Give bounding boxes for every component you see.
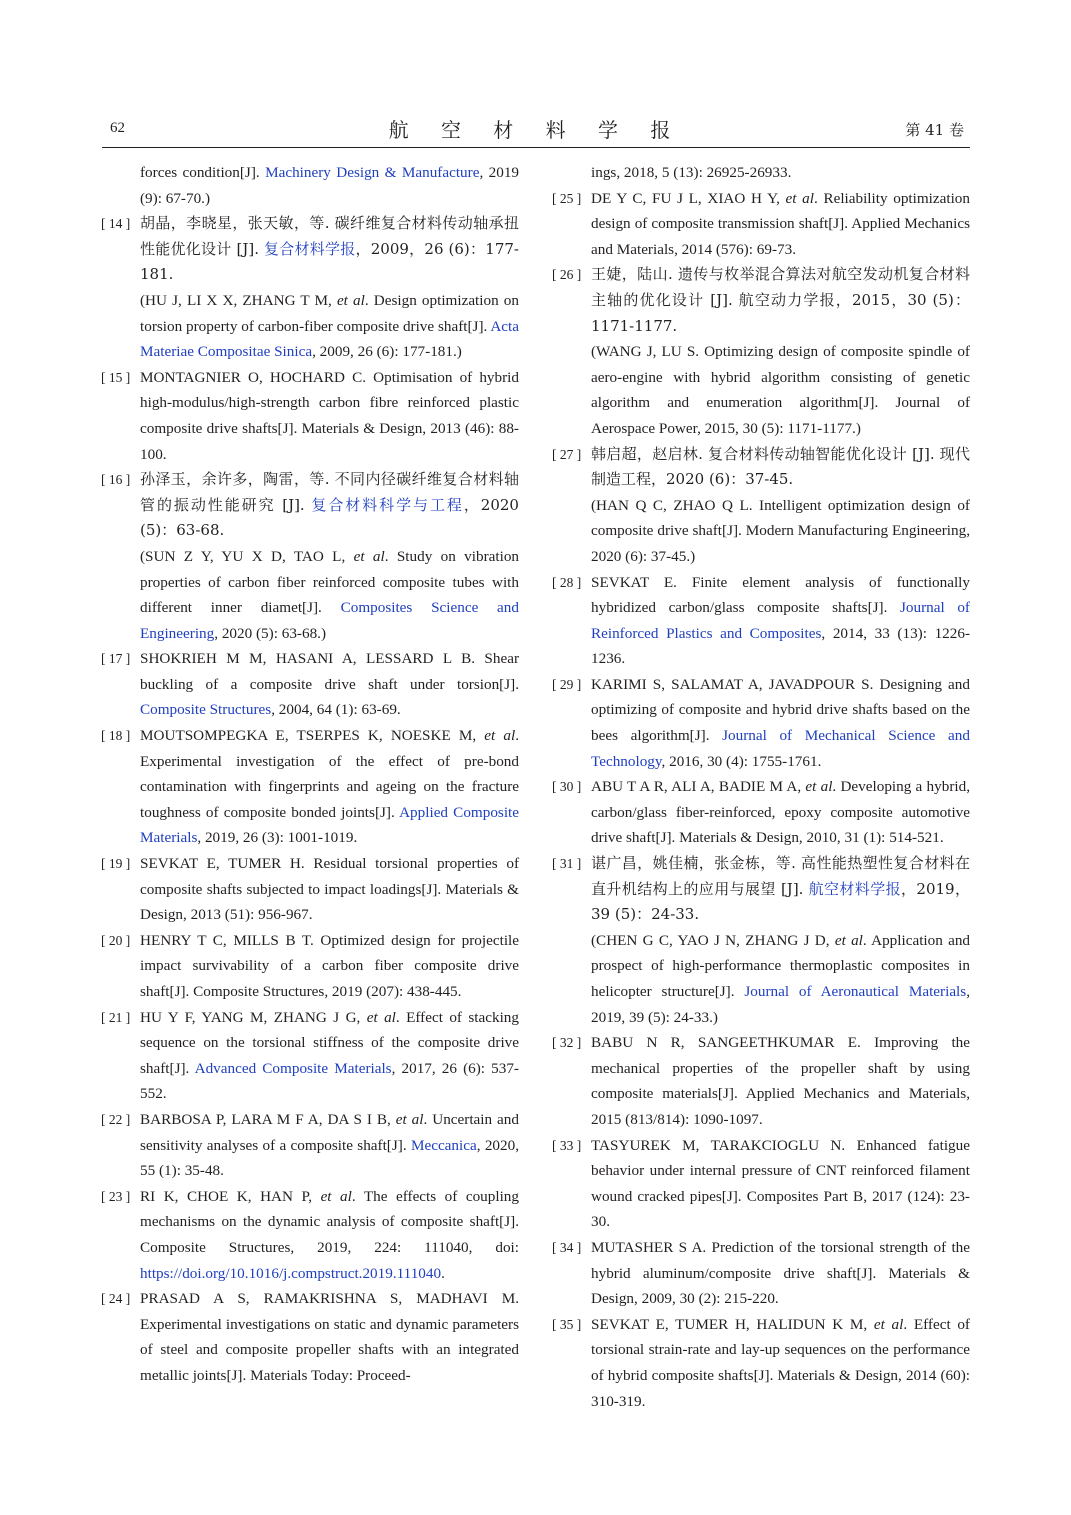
reference-entry-r30	[552, 774, 970, 851]
reference-text: ，2009，26 (6)：177-181.	[140, 239, 519, 284]
reference-text: KARIMI S, SALAMAT A, JAVADPOUR S. Designing and optimizing of composite and hybrid drive shafts based on the bees algorithm[J].	[591, 675, 970, 745]
et-al-italic: et al	[834, 931, 863, 949]
journal-link[interactable]: Machinery Design & Manufacture	[265, 164, 480, 181]
reference-text: , 2017, 26 (6): 537-552.	[140, 1059, 519, 1103]
reference-text: MONTAGNIER O, HOCHARD C. Optimisation of hybrid high-modulus/high-strength carbon fibre reinforced plastic composite drive shafts[J]. Materials & Design, 2013 (46): 88-100.	[140, 368, 519, 463]
volume-label: 第 41 卷	[905, 121, 964, 139]
reference-number: [ 24 ]	[101, 1291, 131, 1307]
reference-number: [ 31 ]	[552, 856, 582, 872]
reference-text: . Reliability optimization design of composite transmission shaft[J]. Applied Mechanics and Materials, 2014 (576): 69-73.	[591, 189, 970, 258]
reference-text: TASYUREK M, TARAKCIOGLU N. Enhanced fatigue behavior under internal pressure of CNT reinforced filament wound cracked pipes[J]. Composites Part B, 2017 (124): 23-30.	[591, 1136, 970, 1231]
journal-link[interactable]: 航空材料学报	[808, 879, 902, 898]
reference-text: . Study on vibration properties of carbon fiber reinforced composite tubes with different inner diamet[J].	[140, 547, 520, 617]
reference-entry-r24	[101, 1286, 519, 1388]
reference-entry-cont13	[101, 160, 519, 211]
reference-number: [ 25 ]	[552, 190, 582, 206]
reference-text: 胡晶，李晓星，张天敏，等. 碳纤维复合材料传动轴承扭性能优化设计 [J].	[140, 214, 519, 258]
reference-text: , 2019, 39 (5): 24-33.)	[591, 983, 970, 1026]
reference-text: 韩启超，赵启林. 复合材料传动轴智能优化设计 [J]. 现代制造工程，2020 (6)：37-45.	[591, 444, 970, 489]
header-rule	[102, 147, 970, 148]
reference-text: , 2020 (5): 63-68.)	[214, 624, 327, 642]
reference-text: (WANG J, LU S. Optimizing design of composite spindle of aero-engine with hybrid algorithm consisting of genetic algorithm and enumeration algorithm[J]. Journal of Aerospace Power, 2015, 30 (5): 1171-1177.)	[591, 343, 970, 437]
reference-chinese-text	[140, 470, 519, 539]
reference-text: , 2016, 30 (4): 1755-1761.	[661, 752, 822, 770]
reference-chinese-text	[591, 854, 970, 923]
reference-text: MOUTSOMPEGKA E, TSERPES K, NOESKE M,	[140, 727, 485, 745]
reference-entry-r22	[101, 1107, 519, 1184]
reference-number: [ 20 ]	[101, 932, 131, 948]
reference-text: , 2004, 64 (1): 63-69.	[271, 701, 401, 719]
reference-entry-r15	[101, 365, 519, 467]
reference-text: . Design optimization on torsion property of carbon-fiber composite drive shaft[J].	[140, 291, 519, 335]
references-right-column	[552, 160, 970, 1414]
et-al-italic: et al	[395, 1110, 424, 1128]
journal-link[interactable]: Advanced Composite Materials	[194, 1059, 392, 1077]
journal-link[interactable]: 复合材料科学与工程	[311, 495, 464, 514]
reference-text: . Effect of stacking sequence on the torsional stiffness of the composite drive shaft[J].	[140, 1008, 519, 1077]
reference-text: (SUN Z Y, YU X D, TAO L,	[140, 547, 354, 565]
reference-text: forces condition[J].	[140, 164, 266, 181]
reference-number: [ 33 ]	[552, 1137, 582, 1153]
reference-number: [ 22 ]	[101, 1111, 131, 1127]
page-number: 62	[110, 120, 125, 136]
reference-text: 王婕，陆山. 遗传与枚举混合算法对航空发动机复合材料主轴的优化设计 [J]. 航空动力学报，2015，30 (5)：1171-1177.	[591, 265, 970, 335]
reference-text: MUTASHER S A. Prediction of the torsional strength of the hybrid aluminum/composite drive shaft[J]. Materials & Design, 2009, 30 (2): 215-220.	[591, 1238, 970, 1308]
reference-entry-cont24	[552, 160, 970, 186]
reference-entry-r16	[101, 467, 519, 646]
reference-number: [ 14 ]	[101, 216, 131, 232]
journal-link[interactable]: Composite Structures	[140, 701, 272, 719]
references-left-column	[101, 160, 519, 1389]
et-al-italic: et al	[484, 727, 516, 745]
reference-text: BABU N R, SANGEETHKUMAR E. Improving the mechanical properties of the propeller shaft by using composite materials[J]. Applied Mechanics and Materials, 2015 (813/814): 1090-1097.	[591, 1034, 970, 1128]
reference-text: PRASAD A S, RAMAKRISHNA S, MADHAVI M. Experimental investigations on static and dynamic parameters of steel and composite propeller shafts with an integrated metallic joints[J]. Materials Today: Proceed-	[140, 1290, 519, 1384]
et-al-italic: et al	[805, 778, 833, 796]
reference-text: , 2009, 26 (6): 177-181.)	[312, 343, 462, 361]
reference-entry-r31	[552, 851, 970, 1030]
reference-text: HU Y F, YANG M, ZHANG J G,	[140, 1008, 367, 1026]
reference-text: . Experimental investigation of the effect of pre-bond contamination with fingerprints and ageing on the fracture toughness of composite bonded joints[J].	[140, 727, 519, 821]
reference-text: . Uncertain and sensitivity analyses of a composite shaft[J].	[140, 1110, 519, 1154]
reference-number: [ 32 ]	[552, 1035, 582, 1051]
reference-chinese-text	[140, 214, 519, 283]
reference-chinese-text	[591, 265, 970, 334]
reference-text: SEVKAT E, TUMER H. Residual torsional properties of composite shafts subjected to impact loadings[J]. Materials & Design, 2013 (51): 956-967.	[140, 855, 519, 924]
reference-entry-r29	[552, 672, 970, 774]
reference-text: . Developing a hybrid, carbon/glass fiber-reinforced, epoxy composite automotive drive shaft[J]. Materials & Design, 2010, 31 (1): 514-521.	[591, 778, 970, 847]
reference-chinese-text	[591, 445, 970, 489]
reference-text: (HAN Q C, ZHAO Q L. Intelligent optimization design of composite drive shaft[J]. Modern Manufacturing Engineering, 2020 (6): 37-45.)	[591, 496, 970, 565]
reference-entry-r33	[552, 1133, 970, 1235]
et-al-italic: et al	[785, 189, 814, 207]
reference-number: [ 17 ]	[101, 651, 131, 667]
reference-text: RI K, CHOE K, HAN P,	[140, 1187, 321, 1205]
reference-entry-r26	[552, 262, 970, 441]
reference-text: (CHEN G C, YAO J N, ZHANG J D,	[591, 931, 835, 949]
reference-entry-r18	[101, 723, 519, 851]
reference-number: [ 30 ]	[552, 779, 582, 795]
reference-entry-r32	[552, 1030, 970, 1132]
reference-entry-r21	[101, 1005, 519, 1107]
reference-entry-r34	[552, 1235, 970, 1312]
journal-link[interactable]: Acta Materiae Compositae Sinica	[140, 317, 519, 361]
reference-entry-r20	[101, 928, 519, 1005]
reference-text: SEVKAT E. Finite element analysis of functionally hybridized carbon/glass composite shafts[J].	[591, 573, 970, 617]
reference-text: 孙泽玉，余许多，陶雷，等. 不同内径碳纤维复合材料轴管的振动性能研究 [J].	[140, 470, 519, 514]
reference-text: .	[441, 1264, 445, 1282]
reference-number: [ 18 ]	[101, 728, 131, 744]
et-al-italic: et al	[873, 1315, 904, 1333]
reference-number: [ 26 ]	[552, 267, 582, 283]
reference-english-translation	[591, 928, 970, 1030]
journal-link[interactable]: Meccanica	[410, 1136, 477, 1154]
journal-link[interactable]: Journal of Reinforced Plastics and Composites	[591, 599, 970, 642]
reference-text: ABU T A R, ALI A, BADIE M A,	[591, 778, 806, 796]
reference-text: DE Y C, FU J L, XIAO H Y,	[591, 189, 786, 207]
reference-number: [ 16 ]	[101, 472, 131, 488]
et-al-italic: et al	[353, 547, 385, 565]
reference-text: . Effect of torsional strain-rate and lay-up sequences on the performance of hybrid composite shafts[J]. Materials & Design, 2014 (60): 310-319.	[591, 1315, 970, 1410]
et-al-italic: et al	[320, 1187, 352, 1205]
journal-link[interactable]: Composites Science and Engineering	[140, 599, 519, 642]
reference-number: [ 23 ]	[101, 1188, 131, 1204]
reference-text: . Application and prospect of high-performance thermoplastic composites in helicopter structure[J].	[591, 931, 971, 1000]
et-al-italic: et al	[336, 291, 365, 309]
reference-entry-r25	[552, 186, 970, 263]
reference-english-translation	[591, 493, 970, 570]
journal-link[interactable]: 复合材料学报	[264, 239, 356, 258]
journal-title: 航 空 材 料 学 报	[388, 118, 684, 142]
reference-number: [ 28 ]	[552, 574, 582, 590]
journal-link[interactable]: Applied Composite Materials	[140, 803, 519, 847]
reference-number: [ 34 ]	[552, 1239, 582, 1255]
reference-number: [ 27 ]	[552, 446, 582, 462]
reference-text: , 2014, 33 (13): 1226-1236.	[591, 624, 970, 668]
reference-entry-r19	[101, 851, 519, 928]
journal-link[interactable]: Journal of Aeronautical Materials	[744, 983, 967, 1000]
reference-entry-r28	[552, 570, 970, 672]
reference-number: [ 19 ]	[101, 856, 131, 872]
reference-text: ，2020 (5)：63-68.	[140, 495, 519, 540]
reference-text: , 2019 (9): 67-70.)	[140, 164, 520, 207]
journal-link[interactable]: Journal of Mechanical Science and Technology	[591, 727, 970, 770]
reference-english-translation	[140, 288, 519, 365]
reference-text: ，2019，39 (5)：24-33.	[591, 879, 970, 924]
et-al-italic: et al	[366, 1008, 396, 1026]
reference-text: , 2019, 26 (3): 1001-1019.	[197, 829, 358, 847]
reference-number: [ 35 ]	[552, 1316, 582, 1332]
reference-entry-r27	[552, 442, 970, 570]
reference-number: [ 15 ]	[101, 369, 131, 385]
reference-text: BARBOSA P, LARA M F A, DA S I B,	[140, 1110, 396, 1128]
reference-english-translation	[591, 339, 970, 441]
reference-text: SHOKRIEH M M, HASANI A, LESSARD L B. Shear buckling of a composite drive shaft under torsion[J].	[140, 650, 519, 693]
reference-entry-r35	[552, 1312, 970, 1414]
reference-entry-r14	[101, 211, 519, 365]
reference-text: ings, 2018, 5 (13): 26925-26933.	[591, 164, 792, 181]
reference-number: [ 21 ]	[101, 1009, 131, 1025]
running-header	[102, 112, 970, 148]
reference-text: (HU J, LI X X, ZHANG T M,	[140, 291, 337, 309]
reference-english-translation	[140, 544, 519, 646]
reference-text: . The effects of coupling mechanisms on the dynamic analysis of composite shaft[J]. Composite Structures, 2019, 224: 111040, doi:	[140, 1187, 519, 1256]
reference-entry-r23	[101, 1184, 519, 1286]
reference-entry-r17	[101, 646, 519, 723]
reference-text: , 2020, 55 (1): 35-48.	[140, 1136, 520, 1180]
journal-link[interactable]: https://doi.org/10.1016/j.compstruct.2019.111040	[140, 1264, 442, 1282]
reference-text: HENRY T C, MILLS B T. Optimized design for projectile impact survivability of a carbon fiber composite drive shaft[J]. Composite Structures, 2019 (207): 438-445.	[140, 931, 519, 1000]
reference-text: 谌广昌，姚佳楠，张金栋，等. 高性能热塑性复合材料在直升机结构上的应用与展望 [J].	[591, 854, 970, 898]
reference-number: [ 29 ]	[552, 676, 582, 692]
reference-text: SEVKAT E, TUMER H, HALIDUN K M,	[591, 1315, 874, 1333]
